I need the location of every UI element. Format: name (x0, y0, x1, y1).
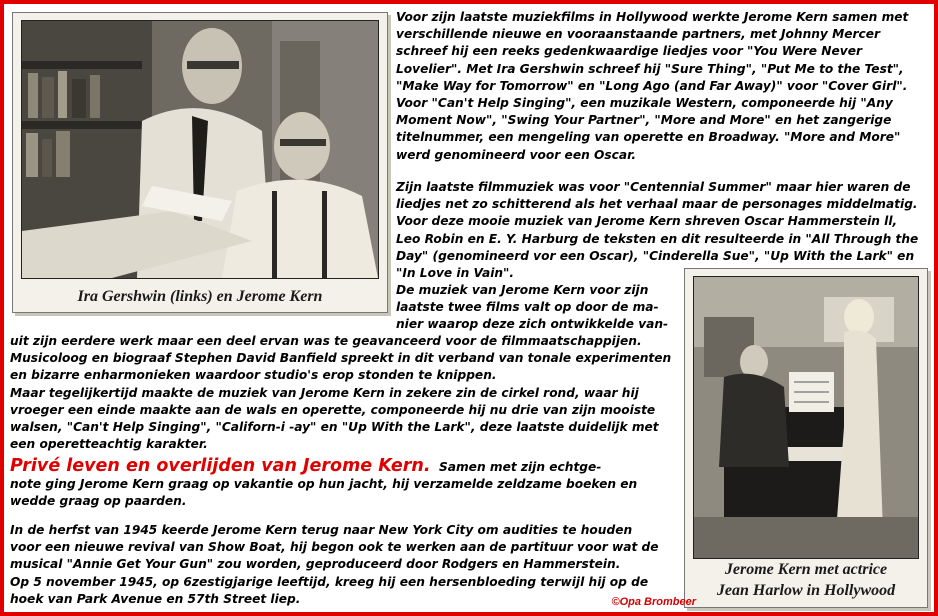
text-line: vroeger een einde maakte aan de wals en operette, componeerde hij nu drie van zijn mooiste (10, 402, 656, 417)
paragraph-4 (10, 333, 671, 453)
text-line: verschillende nieuwe en vooraanstaande partners, met Johnny Mercer (396, 27, 881, 42)
text-line: De muziek van Jerome Kern voor zijn (396, 283, 649, 297)
text-line: een operetteachtig karakter. (10, 437, 208, 452)
caption-photo1 (13, 286, 387, 307)
text-line: Voor "Can't Help Singing", een muzikale Western, componeerde hij "Any (396, 96, 893, 111)
text-line: Voor zijn laatste muziekfilms in Hollywood werkte Jerome Kern samen met (396, 10, 909, 24)
paragraph-5 (10, 522, 659, 608)
caption-photo2-line1: Jerome Kern met actrice (724, 561, 888, 578)
text-line: werd genomineerd voor een Oscar. (396, 147, 636, 162)
text-line: nier waarop deze zich ontwikkelde van- (396, 317, 669, 332)
text-line: Leo Robin en E. Y. Harburg de teksten en dit resulteerde in "All Through the (396, 231, 919, 246)
text-line: Lovelier". Met Ira Gershwin schreef hij "Sure Thing", "Put Me to the Test", (396, 61, 904, 76)
section-prive-leven (10, 458, 637, 511)
text-line: "In Love in Vain". (396, 266, 515, 281)
caption-photo2 (685, 559, 927, 601)
text-line: Zijn laatste filmmuziek was voor "Centennial Summer" maar hier waren de (396, 180, 911, 194)
text-line: Moment Now", "Swing Your Partner", "More and More" en het zangerige (396, 113, 892, 128)
text-line: hoek van Park Avenue en 57th Street liep. (10, 591, 301, 606)
text-line: "Make Way for Tomorrow" en "Long Ago (and Far Away)" voor "Cover Girl". (396, 78, 908, 93)
text-line: Voor deze mooie muziek van Jerome Kern shreven Oscar Hammerstein ll, (396, 214, 898, 229)
text-line: titelnummer, een mengeling van operette en Broadway. "More and More" (396, 130, 901, 145)
text-line: Musicoloog en biograaf Stephen David Banfield spreekt in dit verband van tonale experimenten (10, 351, 672, 366)
caption-photo2-line2: Jean Harlow in Hollywood (716, 582, 896, 599)
text-line: schreef hij een reeks gedenkwaardige liedjes voor "You Were Never (396, 44, 862, 59)
text-line: walsen, "Can't Help Singing", "Californ-i -ay" en "Up With the Lark", deze laatste duidelijk met (10, 420, 659, 435)
text-line: musical "Annie Get Your Gun" zou worden, geproduceerd door Rodgers en Hammerstein. (10, 557, 621, 572)
text-line: note ging Jerome Kern graag op vakantie op hun jacht, hij verzamelde zeldzame boeken en (10, 477, 638, 492)
copyright-credit: ©Opa Brombeer (611, 596, 696, 608)
text-line: In de herfst van 1945 keerde Jerome Kern terug naar New York City om audities te houden (10, 523, 633, 537)
photo-frame-kern-harlow (684, 268, 928, 608)
text-line: en bizarre enharmonieken waardoor studio's erop stonden te knippen. (10, 368, 497, 383)
text-line: Op 5 november 1945, op 6zestigjarige leeftijd, kreeg hij een hersenbloeding terwijl hij op de (10, 574, 649, 589)
paragraph-2 (396, 179, 918, 282)
photo-gershwin-kern (21, 20, 379, 279)
section-heading: Privé leven en overlijden van Jerome Kern. (10, 456, 431, 476)
caption-photo1-text: Ira Gershwin (links) en Jerome Kern (77, 288, 323, 305)
paragraph-1 (396, 9, 908, 164)
text-line: Maar tegelijkertijd maakte de muziek van Jerome Kern in zekere zin de cirkel rond, waar hij (10, 385, 639, 400)
heading-line (10, 458, 637, 476)
text-line: Samen met zijn echtge- (438, 460, 602, 474)
photo-frame-gershwin-kern (12, 12, 388, 313)
text-line: wedde graag op paarden. (10, 494, 187, 509)
text-line: Day" (genomineerd vor een Oscar), "Cinderella Sue", "Up With the Lark" en (396, 248, 915, 263)
text-line: voor een nieuwe revival van Show Boat, hij begon ook te werken aan de partituur voor wat de (10, 540, 659, 555)
text-line: liedjes net zo schitterend als het verhaal maar de personages middelmatig. (396, 197, 918, 212)
paragraph-3 (396, 282, 668, 334)
photo-kern-harlow (693, 276, 919, 559)
text-line: uit zijn eerdere werk maar een deel ervan was te geavanceerd voor de filmmaatschappijen. (10, 334, 642, 348)
text-line: laatste twee films valt op door de ma- (396, 300, 659, 315)
